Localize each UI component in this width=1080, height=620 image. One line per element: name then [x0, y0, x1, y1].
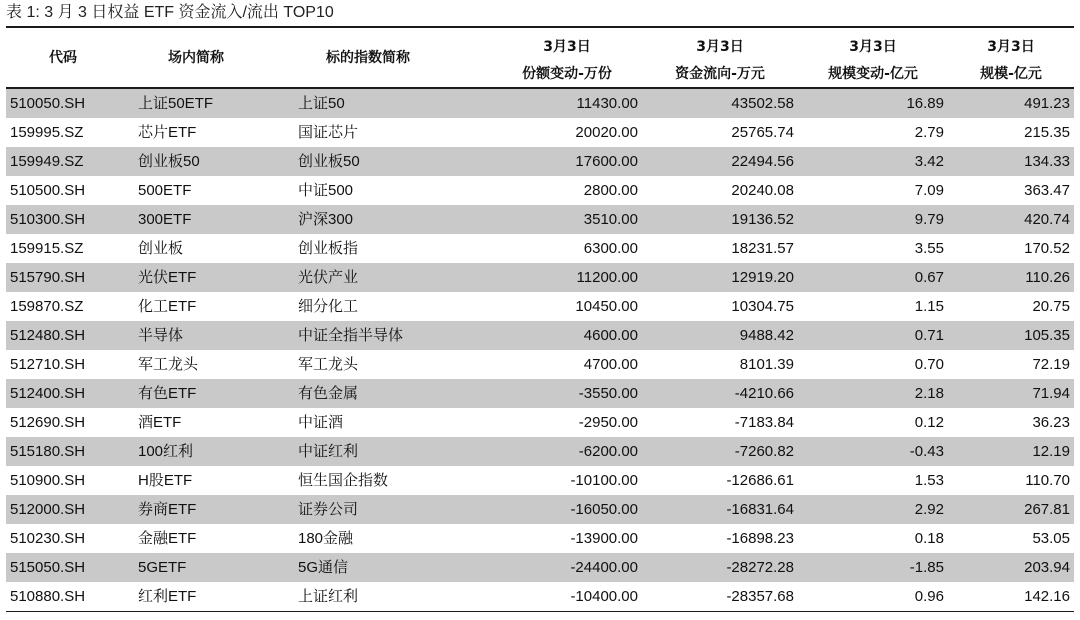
cell-share-change: 11430.00: [576, 95, 638, 112]
cell-share-change: -3550.00: [578, 385, 638, 402]
cell-index: 恒生国企指数: [298, 472, 389, 489]
cell-code: 515790.SH: [10, 269, 86, 286]
cell-name: 创业板50: [138, 153, 200, 170]
cell-share-change: -10100.00: [570, 472, 638, 489]
cell-fund-flow: 25765.74: [731, 124, 794, 141]
table-caption: 表 1: 3 月 3 日权益 ETF 资金流入/流出 TOP10: [6, 4, 334, 21]
cell-scale: 71.94: [1032, 385, 1070, 402]
cell-scale: 20.75: [1032, 298, 1070, 315]
cell-scale-change: 2.79: [914, 124, 944, 141]
cell-fund-flow: -7260.82: [734, 443, 794, 460]
cell-name: 100红利: [138, 443, 194, 460]
cell-share-change: -6200.00: [578, 443, 638, 460]
cell-scale: 105.35: [1024, 327, 1070, 344]
top-rule: [6, 26, 1074, 28]
cell-scale: 267.81: [1024, 501, 1070, 518]
cell-fund-flow: 43502.58: [731, 95, 794, 112]
cell-code: 510500.SH: [10, 182, 86, 199]
cell-share-change: -16050.00: [570, 501, 638, 518]
cell-scale: 203.94: [1024, 559, 1070, 576]
cell-fund-flow: -28357.68: [726, 588, 794, 605]
table-row: [6, 524, 1074, 553]
cell-code: 510300.SH: [10, 211, 86, 228]
cell-index: 中证红利: [298, 443, 359, 460]
table-row: [6, 437, 1074, 466]
cell-share-change: -10400.00: [570, 588, 638, 605]
cell-share-change: -2950.00: [578, 414, 638, 431]
cell-share-change: 6300.00: [583, 240, 638, 257]
cell-code: 510050.SH: [10, 95, 86, 112]
cell-scale-change: 0.70: [914, 356, 944, 373]
cell-index: 中证500: [298, 182, 354, 199]
cell-name: 券商ETF: [138, 501, 197, 518]
table-row: [6, 234, 1074, 263]
cell-code: 512710.SH: [10, 356, 86, 373]
cell-share-change: 4700.00: [583, 356, 638, 373]
header-scale: 规模-亿元: [980, 65, 1042, 82]
cell-fund-flow: 20240.08: [731, 182, 794, 199]
cell-code: 159870.SZ: [10, 298, 84, 315]
cell-index: 国证芯片: [298, 124, 359, 141]
cell-fund-flow: -7183.84: [734, 414, 794, 431]
cell-index: 沪深300: [298, 211, 354, 228]
cell-name: 有色ETF: [138, 385, 197, 402]
cell-scale: 420.74: [1024, 211, 1070, 228]
cell-name: 500ETF: [138, 182, 192, 199]
cell-index: 细分化工: [298, 298, 359, 315]
cell-scale-change: 1.15: [914, 298, 944, 315]
table-row: [6, 88, 1074, 118]
cell-scale-change: 16.89: [906, 95, 944, 112]
table-row: [6, 205, 1074, 234]
cell-name: 酒ETF: [138, 414, 182, 431]
cell-code: 512400.SH: [10, 385, 86, 402]
header-date-scale-change: 3月3日: [849, 39, 897, 55]
cell-name: 5GETF: [138, 559, 187, 576]
cell-code: 515180.SH: [10, 443, 86, 460]
cell-code: 510230.SH: [10, 530, 86, 547]
cell-share-change: -24400.00: [570, 559, 638, 576]
cell-index: 证券公司: [298, 501, 359, 518]
cell-share-change: 11200.00: [576, 269, 638, 286]
cell-fund-flow: -12686.61: [726, 472, 794, 489]
cell-fund-flow: -28272.28: [726, 559, 794, 576]
header-scale-change: 规模变动-亿元: [828, 65, 918, 82]
cell-code: 510900.SH: [10, 472, 86, 489]
cell-code: 515050.SH: [10, 559, 86, 576]
cell-name: 创业板: [138, 240, 184, 257]
cell-name: 光伏ETF: [138, 269, 197, 286]
cell-share-change: 3510.00: [583, 211, 638, 228]
cell-scale: 110.70: [1025, 472, 1070, 489]
cell-fund-flow: -4210.66: [734, 385, 794, 402]
cell-index: 创业板指: [298, 240, 359, 257]
cell-scale-change: 0.67: [914, 269, 944, 286]
cell-code: 512690.SH: [10, 414, 86, 431]
cell-scale-change: 9.79: [914, 211, 944, 228]
cell-code: 159949.SZ: [10, 153, 84, 170]
cell-name: 化工ETF: [138, 298, 197, 315]
cell-scale: 134.33: [1024, 153, 1070, 170]
table-row: [6, 350, 1074, 379]
cell-scale: 363.47: [1024, 182, 1070, 199]
cell-scale: 491.23: [1024, 95, 1070, 112]
table-row: [6, 553, 1074, 582]
cell-scale-change: 3.42: [914, 153, 944, 170]
header-date-scale: 3月3日: [987, 39, 1035, 55]
cell-index: 创业板50: [298, 153, 360, 170]
table-row: [6, 408, 1074, 437]
table-row: [6, 292, 1074, 321]
cell-index: 180金融: [298, 530, 354, 547]
cell-scale-change: 7.09: [914, 182, 944, 199]
cell-scale-change: -1.85: [909, 559, 944, 576]
table-row: [6, 176, 1074, 205]
header-fund-flow: 资金流向-万元: [675, 65, 765, 82]
cell-fund-flow: 10304.75: [731, 298, 794, 315]
cell-name: 芯片ETF: [138, 124, 197, 141]
header-code: 代码: [49, 50, 77, 66]
cell-scale-change: 0.18: [914, 530, 944, 547]
cell-scale-change: 0.71: [914, 327, 944, 344]
cell-scale-change: 0.12: [914, 414, 944, 431]
cell-fund-flow: 22494.56: [731, 153, 794, 170]
table-row: [6, 147, 1074, 176]
etf-flow-table: [6, 29, 1074, 612]
cell-fund-flow: 12919.20: [731, 269, 794, 286]
cell-name: 半导体: [138, 327, 184, 344]
cell-fund-flow: 9488.42: [739, 327, 794, 344]
cell-scale: 110.26: [1025, 269, 1070, 286]
table-row: [6, 582, 1074, 612]
cell-code: 159995.SZ: [10, 124, 84, 141]
cell-index: 上证红利: [298, 588, 359, 605]
cell-scale: 215.35: [1024, 124, 1070, 141]
cell-index: 军工龙头: [298, 356, 359, 373]
cell-scale: 142.16: [1024, 588, 1070, 605]
cell-index: 中证全指半导体: [298, 327, 404, 344]
cell-index: 光伏产业: [298, 269, 359, 286]
cell-index: 有色金属: [298, 385, 359, 402]
cell-share-change: 4600.00: [583, 327, 638, 344]
cell-scale: 53.05: [1032, 530, 1070, 547]
header-name: 场内简称: [168, 50, 224, 66]
cell-index: 上证50: [298, 95, 345, 112]
header-index: 标的指数简称: [326, 50, 410, 66]
cell-scale-change: 2.18: [914, 385, 944, 402]
cell-scale: 170.52: [1024, 240, 1070, 257]
header-share-change: 份额变动-万份: [522, 65, 612, 82]
cell-fund-flow: -16898.23: [726, 530, 794, 547]
cell-code: 512480.SH: [10, 327, 86, 344]
cell-code: 510880.SH: [10, 588, 86, 605]
cell-share-change: -13900.00: [570, 530, 638, 547]
cell-scale: 12.19: [1032, 443, 1070, 460]
cell-scale-change: 2.92: [914, 501, 944, 518]
cell-share-change: 10450.00: [575, 298, 638, 315]
cell-fund-flow: -16831.64: [726, 501, 794, 518]
cell-share-change: 2800.00: [583, 182, 638, 199]
cell-name: 上证50ETF: [138, 95, 214, 112]
cell-scale-change: -0.43: [909, 443, 944, 460]
header-date-flow: 3月3日: [696, 39, 744, 55]
table-body: [6, 88, 1074, 612]
cell-scale-change: 1.53: [914, 472, 944, 489]
cell-name: H股ETF: [138, 472, 193, 489]
cell-name: 红利ETF: [138, 588, 197, 605]
table-row: [6, 263, 1074, 292]
table-row: [6, 118, 1074, 147]
table-row: [6, 379, 1074, 408]
cell-scale: 36.23: [1032, 414, 1070, 431]
cell-index: 中证酒: [298, 414, 344, 431]
header-date-share: 3月3日: [543, 39, 591, 55]
cell-scale-change: 3.55: [914, 240, 944, 257]
cell-name: 军工龙头: [138, 356, 199, 373]
cell-code: 512000.SH: [10, 501, 86, 518]
cell-fund-flow: 8101.39: [739, 356, 794, 373]
table-row: [6, 466, 1074, 495]
cell-fund-flow: 19136.52: [731, 211, 794, 228]
cell-code: 159915.SZ: [10, 240, 84, 257]
table-row: [6, 321, 1074, 350]
cell-scale: 72.19: [1032, 356, 1070, 373]
cell-name: 300ETF: [138, 211, 192, 228]
cell-scale-change: 0.96: [914, 588, 944, 605]
cell-fund-flow: 18231.57: [731, 240, 794, 257]
table-row: [6, 495, 1074, 524]
cell-name: 金融ETF: [138, 530, 197, 547]
cell-share-change: 20020.00: [575, 124, 638, 141]
cell-index: 5G通信: [298, 559, 349, 576]
cell-share-change: 17600.00: [575, 153, 638, 170]
header-row-1: [6, 29, 1074, 58]
